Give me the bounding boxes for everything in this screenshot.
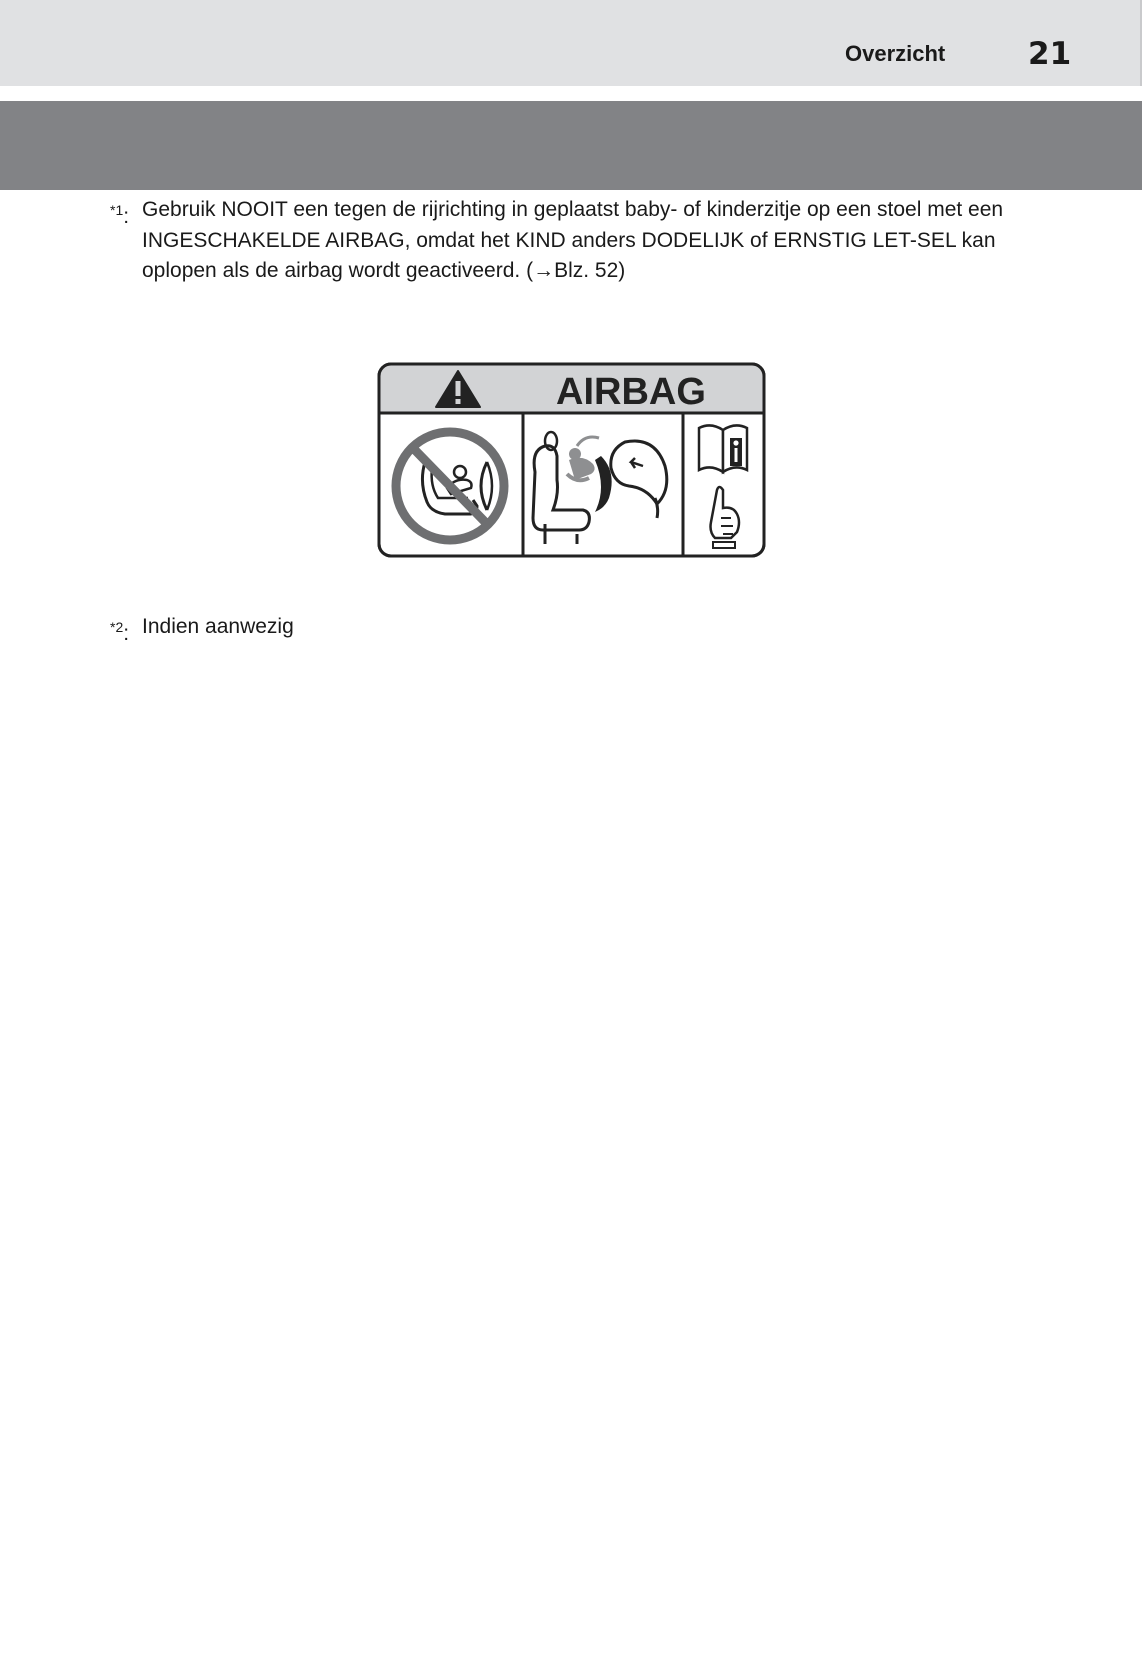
page-header bbox=[0, 0, 1142, 86]
airbag-label-title: AIRBAG bbox=[556, 371, 706, 413]
footnote-marker: $^{*1}$: bbox=[110, 202, 130, 228]
footnote-marker: $^{*2}$: bbox=[110, 619, 130, 645]
section-banner bbox=[0, 101, 1142, 190]
airbag-warning-label bbox=[377, 362, 766, 558]
no-rear-facing-child-seat-icon bbox=[396, 432, 504, 540]
page-number: 21 bbox=[1028, 36, 1072, 72]
footnote-text: Indien aanwezig bbox=[142, 615, 294, 638]
section-title: Overzicht bbox=[845, 41, 946, 66]
footnote-text: Gebruik NOOIT een tegen de rijrichting in geplaatst baby- of kinderzitje op een stoel met een INGESCHAKELDE AIRBAG, omdat het KIND anders DODELIJK of ERNSTIG LET-SEL kan oplopen als de airbag wordt geactiveerd. (→Blz. 52) bbox=[142, 198, 1004, 282]
